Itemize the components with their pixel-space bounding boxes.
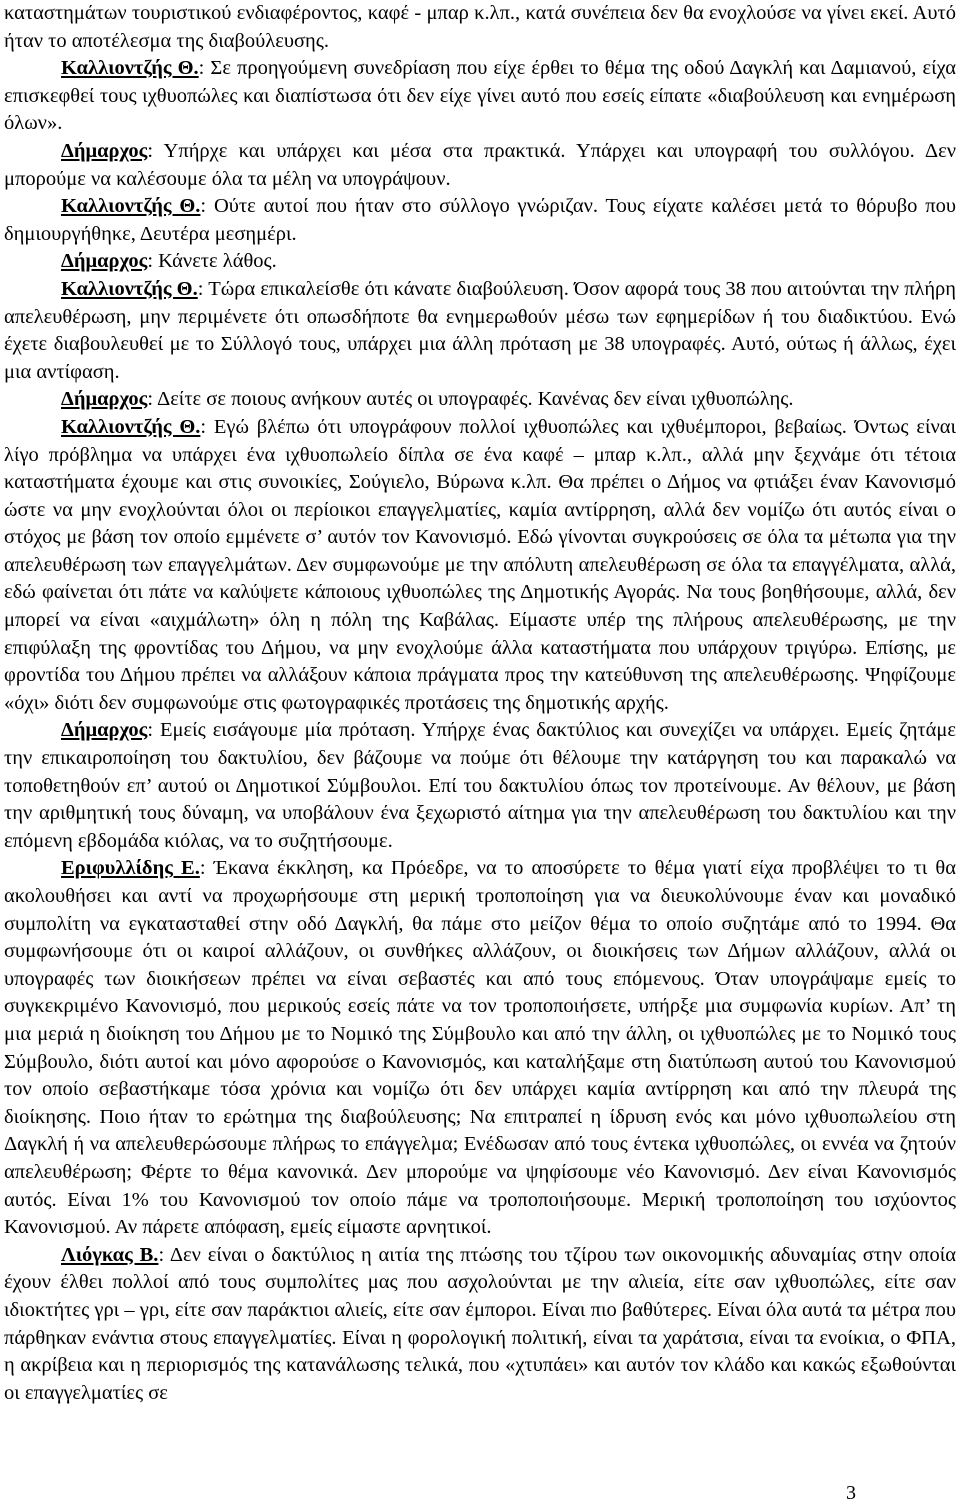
paragraph-text: Εμείς εισάγουμε μία πρόταση. Υπήρχε ένας δακτύλιος και συνεχίζει να υπάρχει. Εμείς ζητάμε την επικαιροποίηση του δακτυλίου, δεν βάζουμε να πούμε ότι θέλουμε την κατάργηση του και παρακαλώ να τοποθετηθούν επ’ αυτού οι Δημοτικοί Σύμβουλοι. Επί του δακτυλίου όπως τον προτείνουμε. Αν θέλουν, με βάση την αριθμητική τους δύναμη, να υποβάλουν ένα ξεχωριστό αίτημα για την απελευθέρωση του δακτυλίου και την επόμενη εβδομάδα κιόλας, να το συζητήσουμε. [4, 719, 956, 852]
paragraph [4, 276, 956, 386]
paragraph [4, 386, 956, 414]
paragraph-text: Υπήρχε και υπάρχει και μέσα στα πρακτικά. Υπάρχει και υπογραφή του συλλόγου. Δεν μπορούμε να καλέσουμε όλα τα μέλη να υπογράψουν. [4, 139, 956, 190]
paragraph [4, 414, 956, 718]
paragraph-text: Εγώ βλέπω ότι υπογράφουν πολλοί ιχθυοπώλες και ιχθυέμποροι, βεβαίως. Όντως είναι λίγο πρόβλημα να υπάρχει ένα ιχθυοπωλείο δίπλα σε ένα καφέ – μπαρ κ.λπ., αλλά μην ξεχνάμε ότι τέτοια καταστήματα έχουμε και στις συνοικίες, Σούγιελο, Βύρωνα κ.λπ. Θα πρέπει ο Δήμος να φτιάξει έναν Κανονισμό ώστε να μην ενοχλούνται όλοι οι περίοικοι επαγγελματίες, καμία αντίρρηση, αλλά δεν νομίζω ότι αυτός είναι ο στόχος με βάση τον οποίο εμμένετε σ’ αυτόν τον Κανονισμό. Εδώ γίνονται συγκρούσεις σε όλα τα μέτωπα για την απελευθέρωση των επαγγελμάτων. Δεν συμφωνούμε με την απόλυτη απελευθέρωση σε όλα τα επαγγέλματα, αλλά, εδώ φαίνεται ότι πάτε να καλύψετε κάποιους ιχθυοπώλες της Δημοτικής Αγοράς. Να τους βοηθήσουμε, αλλά, δεν μπορεί να είναι «αιχμάλωτη» όλη η πόλη της Καβάλας. Είμαστε υπέρ της πλήρους απελευθέρωσης, με την επιφύλαξη της φροντίδας του Δήμου, να μην ενοχλούμε άλλα καταστήματα που υπάρχουν τριγύρω. Επίσης, με φροντίδα του Δήμου πρέπει να αλλάξουν κάποια πράγματα προς την κατεύθυνση της απελευθέρωσης. Ψηφίζουμε «όχι» διότι δεν συμφωνούμε στις φωτογραφικές προτάσεις της δημοτικής αρχής. [4, 415, 956, 714]
speaker-separator: : [200, 195, 207, 218]
paragraph-text: Δεν είναι ο δακτύλιος η αιτία της πτώσης του τζίρου των οικονομικής αδυναμίας στην οποία έχουν έλθει πολλοί από τους συμπολίτες μας που ασχολούνται με την αλιεία, είτε σαν ιχθυοπώλες, είτε σαν ιδιοκτήτες γρι – γρι, είτε σαν παράκτιοι αλιείς, είτε σαν έμποροι. Είναι πιο βαθύτερες. Είναι όλα αυτά τα μέτρα που πάρθηκαν ενάντια στους επαγγελματίες. Είναι η φορολογική πολιτική, είναι τα χαράτσια, είναι τα ενοίκια, ο ΦΠΑ, η ακρίβεια και η περιορισμός της κατανάλωσης τελικά, που «χτυπάει» και αυτόν τον κλάδο και κακώς εξωθούνται οι επαγγελματίες σε [4, 1243, 956, 1404]
page-number: 3 [846, 1482, 856, 1504]
paragraph-text: Δείτε σε ποιους ανήκουν αυτές οι υπογραφές. Κανένας δεν είναι ιχθυοπώλης. [153, 388, 794, 411]
speaker-name: Καλλιοντζής Θ. [61, 195, 201, 218]
paragraph [4, 138, 956, 193]
speaker-separator: : [197, 277, 204, 300]
speaker-separator: : [147, 139, 154, 162]
paragraph-text: Κάνετε λάθος. [153, 250, 277, 273]
paragraph [4, 55, 956, 138]
paragraph [4, 0, 956, 55]
document-body [4, 0, 956, 1407]
speaker-name: Δήμαρχος [61, 250, 148, 273]
paragraph-text: καταστημάτων τουριστικού ενδιαφέροντος, καφέ - μπαρ κ.λπ., κατά συνέπεια δεν θα ενοχλούσε να γίνει εκεί. Αυτό ήταν το αποτέλεσμα της διαβούλευσης. [4, 2, 956, 52]
speaker-name: Δήμαρχος [61, 139, 148, 162]
speaker-name: Δήμαρχος [61, 719, 148, 742]
paragraph [4, 717, 956, 855]
speaker-name: Καλλιοντζής Θ. [61, 277, 198, 300]
paragraph-text: Σε προηγούμενη συνεδρίαση που είχε έρθει το θέμα της οδού Δαγκλή και Δαμιανού, είχα επισκεφθεί τους ιχθυοπώλες και διαπίστωσα ότι δεν είχε γίνει αυτό που εσείς είπατε «διαβούλευση και ενημέρωση όλων». [4, 57, 956, 135]
speaker-name: Καλλιοντζής Θ. [61, 415, 201, 438]
speaker-separator: : [199, 857, 206, 880]
speaker-separator: : [158, 1243, 165, 1266]
paragraph-text: Έκανα έκκληση, κα Πρόεδρε, να το αποσύρετε το θέμα γιατί είχα προβλέψει το τι θα ακολουθήσει και αντί να προχωρήσουμε στη μερική τροποποίηση για να διευκολύνουμε έναν και μοναδικό συμπολίτη να εγκατασταθεί στην οδό Δαγκλή, θα πάμε στο μείζον θέμα το οποίο συζητάμε από το 1994. Θα συμφωνήσουμε ότι οι καιροί αλλάζουν, οι συνθήκες αλλάζουν, οι διοικήσεις των Δήμων αλλάζουν, αλλά οι υπογραφές των διοικήσεων πρέπει να είναι σεβαστές και από τους επόμενους. Όταν υπογράψαμε εμείς το συγκεκριμένο Κανονισμό, που μερικούς εσείς πάτε να τον τροποποιήσετε, υπήρξε μια συμφωνία κυρίων. Απ’ τη μια μεριά η διοίκηση του Δήμου με το Νομικό της Σύμβουλο και από την άλλη, οι ιχθυοπώλες με το Νομικό τους Σύμβουλο, διότι αυτοί και μόνο αφορούσε ο Κανονισμός, και καταλήξαμε στη διατύπωση αυτού του Κανονισμού τον οποίο σεβαστήκαμε τόσα χρόνια και νομίζω ότι δεν υπάρχει καμία αντίρρηση και από την πλευρά της διοίκησης. Ποιο ήταν το ερώτημα της διαβούλευσης; Να επιτραπεί η ίδρυση ενός και μόνο ιχθυοπωλείου στη Δαγκλή ή να απελευθερώσουμε πλήρως το επάγγελμα; Ενέδωσαν από τους έντεκα ιχθυοπώλες, οι εννέα να ζητούν απελευθέρωση; Φέρτε το θέμα κανονικά. Δεν μπορούμε να ψηφίσουμε νέο Κανονισμό. Δεν είναι Κανονισμός αυτός. Είναι 1% του Κανονισμού τον οποίο πάμε να τροποποιήσουμε. Μερική τροποποίηση του ισχύοντος Κανονισμού. Αν πάρετε απόφαση, εμείς είμαστε αρνητικοί. [4, 857, 956, 1239]
paragraph [4, 1242, 956, 1408]
speaker-name: Καλλιοντζής Θ. [61, 57, 199, 80]
paragraph [4, 248, 956, 276]
speaker-separator: : [147, 388, 154, 411]
speaker-name: Λιόγκας Β. [61, 1243, 159, 1266]
paragraph-text: Τώρα επικαλείσθε ότι κάνατε διαβούλευση. Όσον αφορά τους 38 που αιτούνται την πλήρη απελευθέρωση, μην περιμένετε ότι οπωσδήποτε θα ενημερωθούν μέσω των εφημερίδων ή του διαδικτύου. Ενώ έχετε διαβουλευθεί με το Σύλλογό τους, υπάρχει μια άλλη πρόταση με 38 υπογραφές. Αυτό, ούτως ή άλλως, έχει μια αντίφαση. [4, 277, 956, 383]
speaker-separator: : [198, 57, 205, 80]
speaker-name: Εριφυλλίδης Ε. [61, 857, 200, 880]
paragraph [4, 193, 956, 248]
speaker-separator: : [147, 250, 154, 273]
speaker-separator: : [200, 415, 207, 438]
speaker-name: Δήμαρχος [61, 388, 148, 411]
paragraph [4, 855, 956, 1241]
paragraph-text: Ούτε αυτοί που ήταν στο σύλλογο γνώριζαν. Τους είχατε καλέσει μετά το θόρυβο που δημιουργήθηκε, Δευτέρα μεσημέρι. [4, 195, 956, 245]
speaker-separator: : [147, 719, 154, 742]
